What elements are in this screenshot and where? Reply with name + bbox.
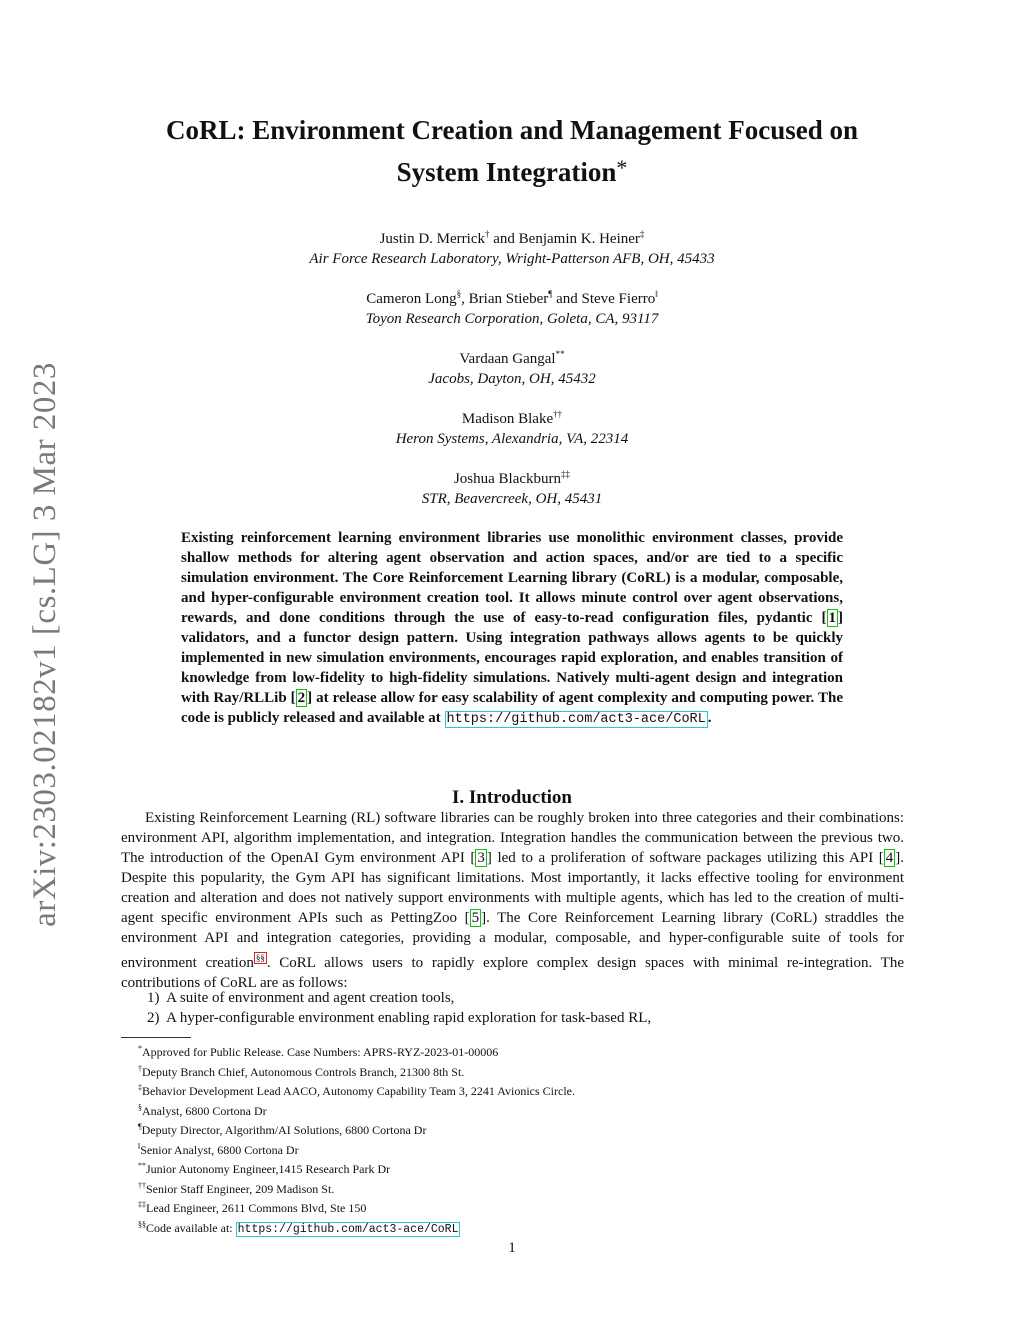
intro-text-4: ]. The Core Reinforcement Learning library (CoRL) straddles the environment API and integration categories, providing a modular, composable, and hyper-configurable suite of tools for environment creation: [121, 910, 904, 971]
author-footnote-symbol: ‡: [639, 229, 645, 239]
footnote-symbol: ‡: [138, 1083, 142, 1092]
author-affiliation: Heron Systems, Alexandria, VA, 22314: [395, 431, 629, 447]
intro-paragraph: [121, 808, 904, 993]
footnote-symbol: §§: [138, 1219, 146, 1229]
arxiv-identifier-text: arXiv:2303.02182v1 [cs.LG] 3 Mar 2023: [26, 361, 63, 927]
author-name: Brian Stieber: [468, 291, 549, 307]
author-group: [112, 404, 912, 464]
footnote-item: [138, 1041, 898, 1061]
author-names: [112, 344, 912, 369]
footnote-item: [138, 1158, 898, 1178]
footnotes-list: [138, 1041, 898, 1238]
author-name: Madison Blake: [461, 411, 554, 427]
footnote-symbol: §: [138, 1102, 142, 1112]
author-affiliation: Air Force Research Laboratory, Wright-Patterson AFB, OH, 45433: [309, 251, 715, 267]
author-footnote-symbol: §: [456, 289, 462, 299]
author-name: Joshua Blackburn: [453, 471, 562, 487]
author-footnote-symbol: ‖: [655, 289, 658, 299]
author-name: Steve Fierro: [581, 291, 656, 307]
author-name: Justin D. Merrick: [379, 231, 485, 247]
author-group: [112, 224, 912, 284]
arxiv-side-identifier: [14, 358, 76, 930]
footnote-text: Deputy Branch Chief, Autonomous Controls Branch, 21300 8th St.: [142, 1064, 465, 1079]
citation-link-3[interactable]: 3: [477, 850, 485, 866]
intro-text-2: ] led to a proliferation of software packages utilizing this API [: [486, 850, 884, 866]
footnote-item: [138, 1061, 898, 1081]
author-footnote-symbol: ‡‡: [561, 469, 571, 479]
footnote-text: Code available at:: [146, 1220, 236, 1235]
footnote-text: Behavior Development Lead AACO, Autonomy Capability Team 3, 2241 Avionics Circle.: [142, 1084, 575, 1098]
footnote-symbol: ‖: [138, 1141, 141, 1151]
footnote-text: Junior Autonomy Engineer,1415 Research Park Dr: [146, 1162, 391, 1176]
author-footnote-symbol: **: [555, 349, 565, 359]
intro-text-3: ]. Despite this popularity, the Gym API has significant limitations. Most importantly, it lacks effective tooling for environment creation and alteration and does not natively support environments with multiple agents, which has led to the creation of multi-agent specific environment APIs such as PettingZoo [: [121, 850, 904, 926]
footnote-ref-link[interactable]: §§: [255, 953, 265, 963]
footnote-text: Analyst, 6800 Cortona Dr: [142, 1103, 267, 1118]
footnote-text: Senior Staff Engineer, 209 Madison St.: [146, 1181, 335, 1196]
abstract-text-4: .: [707, 710, 712, 726]
footnote-item: [138, 1197, 898, 1217]
footnote-symbol: †: [138, 1063, 142, 1073]
author-affiliation: Toyon Research Corporation, Goleta, CA, 93117: [365, 311, 659, 327]
citation-link-1[interactable]: 1: [828, 610, 836, 626]
author-names: [112, 404, 912, 429]
intro-text-1: Existing Reinforcement Learning (RL) software libraries can be roughly broken into three categories and their combinations: environment API, algorithm implementation, and integration. Integration handles the communication between the previous two. The introduction of the OpenAI Gym environment API [: [121, 810, 904, 866]
abstract-text-2: ] validators, and a functor design pattern. Using integration pathways allows agents to be quickly implemented in new simulation environments, encourages rapid exploration, and enables transition of knowledge from low-fidelity to high-fidelity simulations. Natively multi-agent design and integration with Ray/RLLib [: [181, 610, 843, 706]
citation-link-4[interactable]: 4: [885, 850, 894, 866]
author-footnote-symbol: ¶: [548, 289, 553, 299]
abstract-text-3: ] at release allow for easy scalability of agent complexity and computing power. The code is publicly released and available at: [181, 690, 844, 726]
citation-link-5[interactable]: 5: [471, 910, 480, 926]
footnote-text: Senior Analyst, 6800 Cortona Dr: [140, 1142, 299, 1157]
footnote-divider: [121, 1037, 191, 1038]
contribution-item: 1) A suite of environment and agent creation tools,: [147, 990, 455, 1006]
author-names: [112, 464, 912, 489]
author-affiliation: Jacobs, Dayton, OH, 45432: [428, 371, 596, 387]
footnote-symbol: ¶: [138, 1122, 142, 1131]
footnote-text: Lead Engineer, 2611 Commons Blvd, Ste 150: [146, 1201, 367, 1215]
contributions-list: [147, 988, 907, 1028]
section-heading-introduction: I. Introduction: [451, 787, 572, 808]
footnote-item: [138, 1100, 898, 1120]
footnote-text: Deputy Director, Algorithm/AI Solutions, 6800 Cortona Dr: [141, 1123, 427, 1137]
author-separator: and: [489, 231, 519, 247]
footnote-symbol: ‡‡: [138, 1200, 146, 1209]
footnote-symbol: *: [138, 1044, 142, 1053]
author-affiliation: STR, Beavercreek, OH, 45431: [421, 491, 603, 507]
author-separator: and: [552, 291, 582, 307]
contribution-item: 2) A hyper-configurable environment enabling rapid exploration for task-based RL,: [147, 1010, 652, 1026]
author-group: [112, 284, 912, 344]
abstract: [181, 528, 843, 730]
author-group: [112, 464, 912, 524]
title-line-2: System Integration: [396, 157, 617, 187]
intro-text-5: . CoRL allows users to rapidly explore complex design spaces with minimal re-integration. The contributions of CoRL are as follows:: [121, 955, 904, 991]
footnote-item: [138, 1119, 898, 1139]
title-footnote-mark: *: [616, 155, 628, 180]
paper-title: [112, 112, 912, 191]
author-names: [112, 284, 912, 309]
author-footnote-symbol: ††: [553, 409, 563, 419]
author-names: [112, 224, 912, 249]
footnote-symbol: **: [138, 1161, 146, 1170]
footnote-item-code: [138, 1217, 898, 1239]
author-separator: ,: [461, 291, 469, 307]
author-name: Vardaan Gangal: [459, 351, 556, 367]
title-line-1: CoRL: Environment Creation and Management Focused on: [165, 115, 859, 145]
footnote-item: [138, 1139, 898, 1159]
author-footnote-symbol: †: [485, 229, 490, 239]
footnote-item: [138, 1178, 898, 1198]
footnote-symbol: ††: [138, 1180, 146, 1190]
footnote-text: Approved for Public Release. Case Numbers: APRS-RYZ-2023-01-00006: [142, 1045, 499, 1059]
footnote-code-url-link[interactable]: https://github.com/act3-ace/CoRL: [237, 1222, 459, 1236]
footnote-item: [138, 1080, 898, 1100]
author-block: [112, 224, 912, 524]
code-url-link[interactable]: https://github.com/act3-ace/CoRL: [446, 712, 706, 727]
author-name: Cameron Long: [366, 291, 457, 307]
author-name: Benjamin K. Heiner: [518, 231, 640, 247]
author-group: [112, 344, 912, 404]
abstract-text-1: Existing reinforcement learning environment libraries use monolithic environment classes, provide shallow methods for altering agent observation and action spaces, and/or are tied to a specific simulation environment. The Core Reinforcement Learning library (CoRL) is a modular, composable, and hyper-configurable environment creation tool. It allows minute control over agent observations, rewards, and done conditions through the use of easy-to-read configuration files, pydantic [: [181, 530, 843, 626]
page-number: 1: [508, 1240, 516, 1256]
citation-link-2[interactable]: 2: [297, 690, 306, 706]
